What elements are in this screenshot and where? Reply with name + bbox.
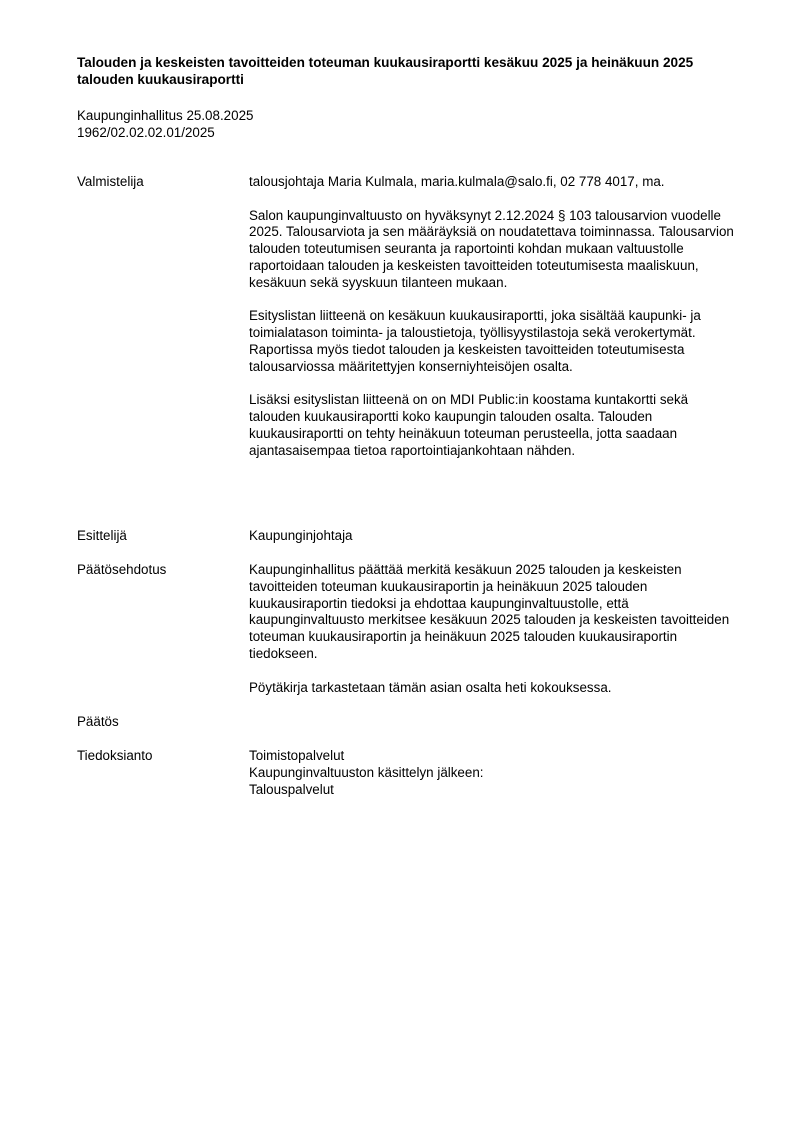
section-content-paatosehdotus (249, 562, 737, 696)
record-id: 1962/02.02.02.01/2025 (77, 124, 215, 140)
section-label-valmistelija: Valmistelija (77, 174, 144, 189)
paragraph: Kaupunginhallitus päättää merkitä kesäkuun 2025 talouden ja keskeisten tavoitteiden toteuman kuukausiraportin ja heinäkuun 2025 talouden kuukausiraportin tiedoksi ja ehdottaa kaupunginvaltuustolle, että kaupunginvaltuusto merkitsee kesäkuun 2025 talouden ja keskeisten tavoitteiden toteuman kuukausiraportin ja heinäkuun 2025 talouden kuukausiraportin tiedokseen. (249, 562, 730, 661)
section-content-tiedoksianto (249, 748, 737, 798)
section-label-tiedoksianto: Tiedoksianto (77, 748, 153, 763)
section-content-valmistelija (249, 174, 737, 460)
preparer-info: talousjohtaja Maria Kulmala, maria.kulmala@salo.fi, 02 778 4017, ma. (249, 174, 665, 189)
recipient-line: Kaupunginvaltuuston käsittelyn jälkeen: (249, 764, 484, 780)
meeting-info: Kaupunginhallitus 25.08.2025 (77, 108, 254, 123)
section-label-paatos: Päätös (77, 714, 119, 729)
section-label-esittelija: Esittelijä (77, 528, 127, 543)
recipient-line: Talouspalvelut (249, 781, 334, 797)
paragraph: Pöytäkirja tarkastetaan tämän asian osalta heti kokouksessa. (249, 679, 612, 695)
section-content-esittelija: Kaupunginjohtaja (249, 528, 353, 543)
document-title: Talouden ja keskeisten tavoitteiden toteuman kuukausiraportti kesäkuu 2025 ja heinäkuun 2025 talouden kuukausiraportti (77, 55, 694, 87)
paragraph: Esityslistan liitteenä on kesäkuun kuukausiraportti, joka sisältää kaupunki- ja toimialatason toiminta- ja taloustietoja, työllisyystilastoja sekä verokertymät. Raportissa myös tiedot talouden ja keskeisten tavoitteiden toteutumisesta talousarviossa määritettyjen konserniyhteisöjen osalta. (249, 308, 701, 374)
section-label-paatosehdotus: Päätösehdotus (77, 562, 167, 577)
meeting-meta (77, 108, 477, 142)
recipient-line: Toimistopalvelut (249, 748, 345, 763)
paragraph: Lisäksi esityslistan liitteenä on on MDI Public:in koostama kuntakortti sekä talouden kuukausiraportti koko kaupungin talouden osalta. Talouden kuukausiraportti on tehty heinäkuun toteuman perusteella, jotta saadaan ajantasaisempaa tietoa raportointiajankohtaan nähden. (249, 392, 689, 458)
paragraph: Salon kaupunginvaltuusto on hyväksynyt 2.12.2024 § 103 talousarvion vuodelle 2025. Talousarviota ja sen määräyksiä on noudatettava toiminnassa. Talousarvion talouden toteutumisen seuranta ja raportointi kohdan mukaan valtuustolle raportoidaan talouden ja keskeisten tavoitteiden toteutumisesta maaliskuun, kesäkuun sekä syyskuun tilanteen mukaan. (249, 207, 734, 290)
